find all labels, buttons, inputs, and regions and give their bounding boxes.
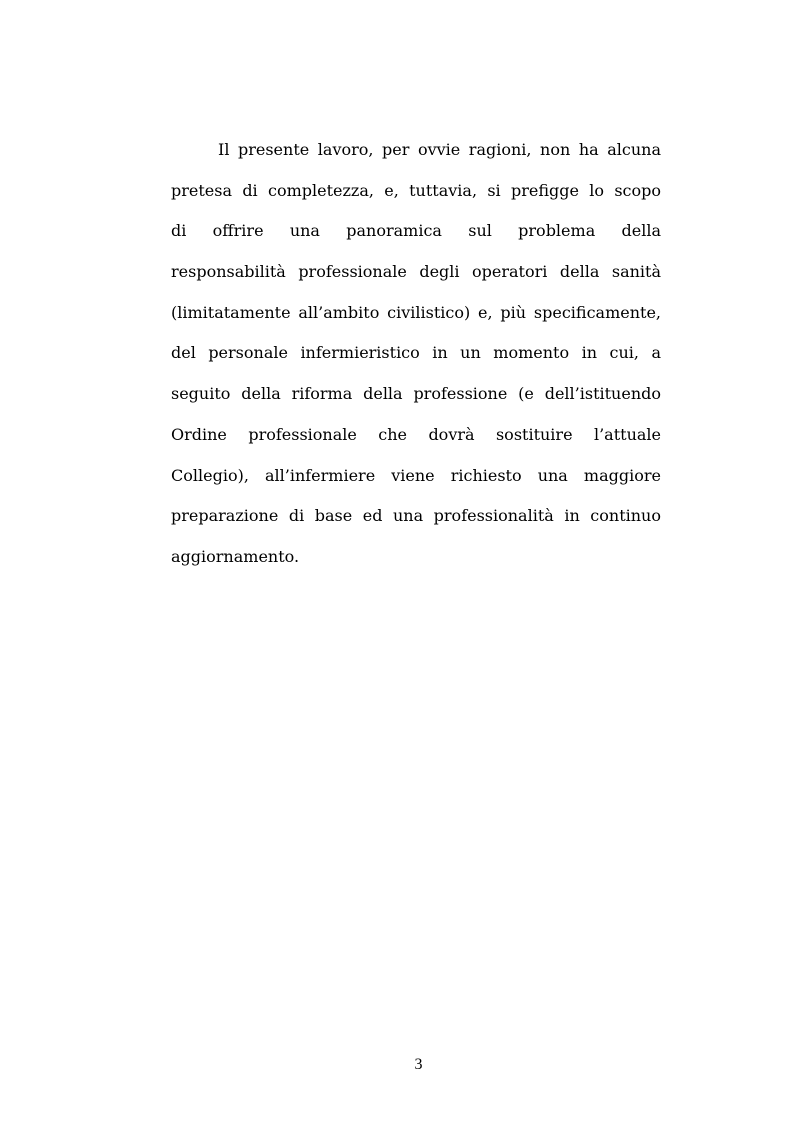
paragraph-line: Il presente lavoro, per ovvie ragioni, non ha alcuna — [218, 140, 661, 159]
body-paragraph — [171, 130, 661, 578]
paragraph-line-last: aggiornamento. — [171, 546, 300, 566]
paragraph-line: (limitatamente all’ambito civilistico) e, più specificamente, — [171, 302, 661, 322]
paragraph-line: Ordine professionale che dovrà sostituire l’attuale — [171, 424, 661, 444]
paragraph-line: di offrire una panoramica sul problema della — [171, 221, 661, 241]
paragraph-line: Collegio), all’infermiere viene richiesto una maggiore — [171, 465, 661, 485]
paragraph-line: del personale infermieristico in un momento in cui, a — [171, 343, 661, 363]
page-number: 3 — [414, 1056, 423, 1073]
paragraph-line: pretesa di completezza, e, tuttavia, si prefigge lo scopo — [171, 180, 661, 200]
paragraph-line: preparazione di base ed una professionalità in continuo — [171, 506, 661, 526]
paragraph-line: seguito della riforma della professione (e dell’istituendo — [171, 384, 661, 404]
paragraph-line: responsabilità professionale degli operatori della sanità — [171, 262, 661, 282]
